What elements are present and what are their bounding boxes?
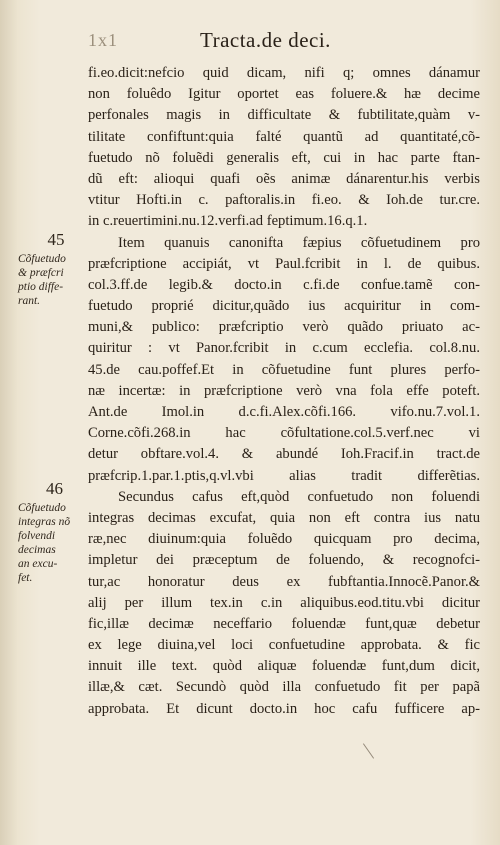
text-line: muni,& publico: præfcriptio verò quãdo priuato ac- — [88, 319, 480, 336]
text-line: alij per illum tex.in c.in aliquibus.eod.titu.vbi dicitur — [88, 594, 480, 611]
text-line: non foluêdo Igitur oportet eas foluere.& hæ decime — [88, 86, 480, 103]
text-line: tur,ac honoratur deus ex fubftantia.Innocẽ.Panor.& — [88, 573, 480, 590]
margin-note-line: integras nõ — [18, 516, 71, 528]
text-line: fuetudo proprié dicitur,quãdo ius acquiritur in com- — [88, 298, 480, 315]
paragraph-number: 45 — [47, 230, 65, 249]
margin-note-line: folvendi — [18, 530, 56, 542]
text-line: in c.reuertimini.nu.12.verfi.ad feptimum.16.q.1. — [88, 213, 368, 230]
text-line: præfcrip.1.par.1.ptis,q.vl.vbi alias tradit differẽtias. — [88, 467, 480, 484]
text-line: præfcriptione accipiát, vt Paul.fcribit in l. de quibus. — [88, 255, 480, 272]
text-line: quiritur : vt Panor.fcribit in c.cum ecclefia. col.8.nu. — [88, 340, 480, 357]
margin-note-45 — [18, 230, 86, 308]
text-line: fi.eo.dicit:nefcio quid dicam, nifi q; omnes dánamur — [88, 65, 480, 81]
text-line: perfonales magis in difficultate & fubtilitate,quàm v- — [88, 107, 480, 124]
text-line: 45.de cau.poffef.Et in cõfuetudine funt plures perfo- — [88, 361, 480, 378]
text-line: illæ,& cæt. Secundò quòd illa confuetudo fit per papã — [88, 679, 480, 696]
margin-note-line: rant. — [18, 295, 41, 307]
text-line: ræ,nec diuinum:quia foluẽdo quicquam pro decima, — [88, 531, 480, 548]
text-line: Item quanuis canonifta fæpius cõfuetudinem pro — [118, 234, 480, 251]
text-line: næ incertæ: in præfcriptione verò vna fola effe poteft. — [88, 382, 480, 399]
margin-note-line: fet. — [18, 572, 33, 584]
text-line: detur obftare.vol.4. & abundé Ioh.Fracif.in tract.de — [88, 446, 480, 463]
text-line: integras decimas excufat, quia non eft contra ius natu — [88, 509, 480, 526]
margin-note-46 — [18, 479, 86, 585]
text-line: approbata. Et dicunt docto.in hoc cafu fufficere ap- — [88, 700, 480, 717]
text-line: tilitate confiftunt:quia falté quantũ ad quantitaté,cõ- — [88, 128, 480, 145]
text-line: fuetudo nõ foluẽdi generalis eft, cui in hac parte ftan- — [88, 149, 480, 166]
text-line: dũ eft: alioqui quafi oẽs animæ dánarentur.his verbis — [88, 170, 480, 187]
margin-note-line: decimas — [18, 544, 56, 556]
margin-note-line: ptio diffe- — [18, 281, 64, 293]
text-line: innuit ille text. quòd aliquæ foluendæ funt,dum dicit, — [88, 658, 480, 675]
text-line: fic,illæ decimæ neceffario foluendæ funt,quæ debetur — [88, 615, 480, 632]
margin-note-line: Cõfuetudo — [18, 502, 66, 514]
text-line: col.3.ff.de legib.& docto.in c.fi.de confue.tamẽ con- — [88, 276, 480, 293]
page-number: 1x1 — [88, 30, 118, 50]
text-line: Secundus cafus eft,quòd confuetudo non foluendi — [118, 488, 480, 505]
margin-note-line: & præfcri — [18, 267, 64, 279]
paragraph-number: 46 — [46, 479, 63, 498]
body-text — [88, 63, 480, 720]
text-line: Corne.cõfi.268.in hac cõfultatione.col.5.verf.nec vi — [88, 425, 480, 442]
running-title: Tracta.de deci. — [200, 28, 331, 52]
text-line: vtitur Hofti.in c. paftoralis.in fi.eo. & Ioh.de tur.cre. — [88, 192, 480, 209]
text-line: ex lege diuina,vel loci confuetudine approbata. & fic — [88, 637, 480, 654]
margin-note-line: an excu- — [18, 558, 58, 570]
ink-mark — [363, 743, 374, 758]
text-line: impletur dei præceptum de foluendo, & recognofci- — [88, 552, 480, 569]
margin-note-line: Cõfuetudo — [18, 253, 66, 265]
text-line: Ant.de Imol.in d.c.fi.Alex.cõfi.166. vifo.nu.7.vol.1. — [88, 404, 480, 420]
